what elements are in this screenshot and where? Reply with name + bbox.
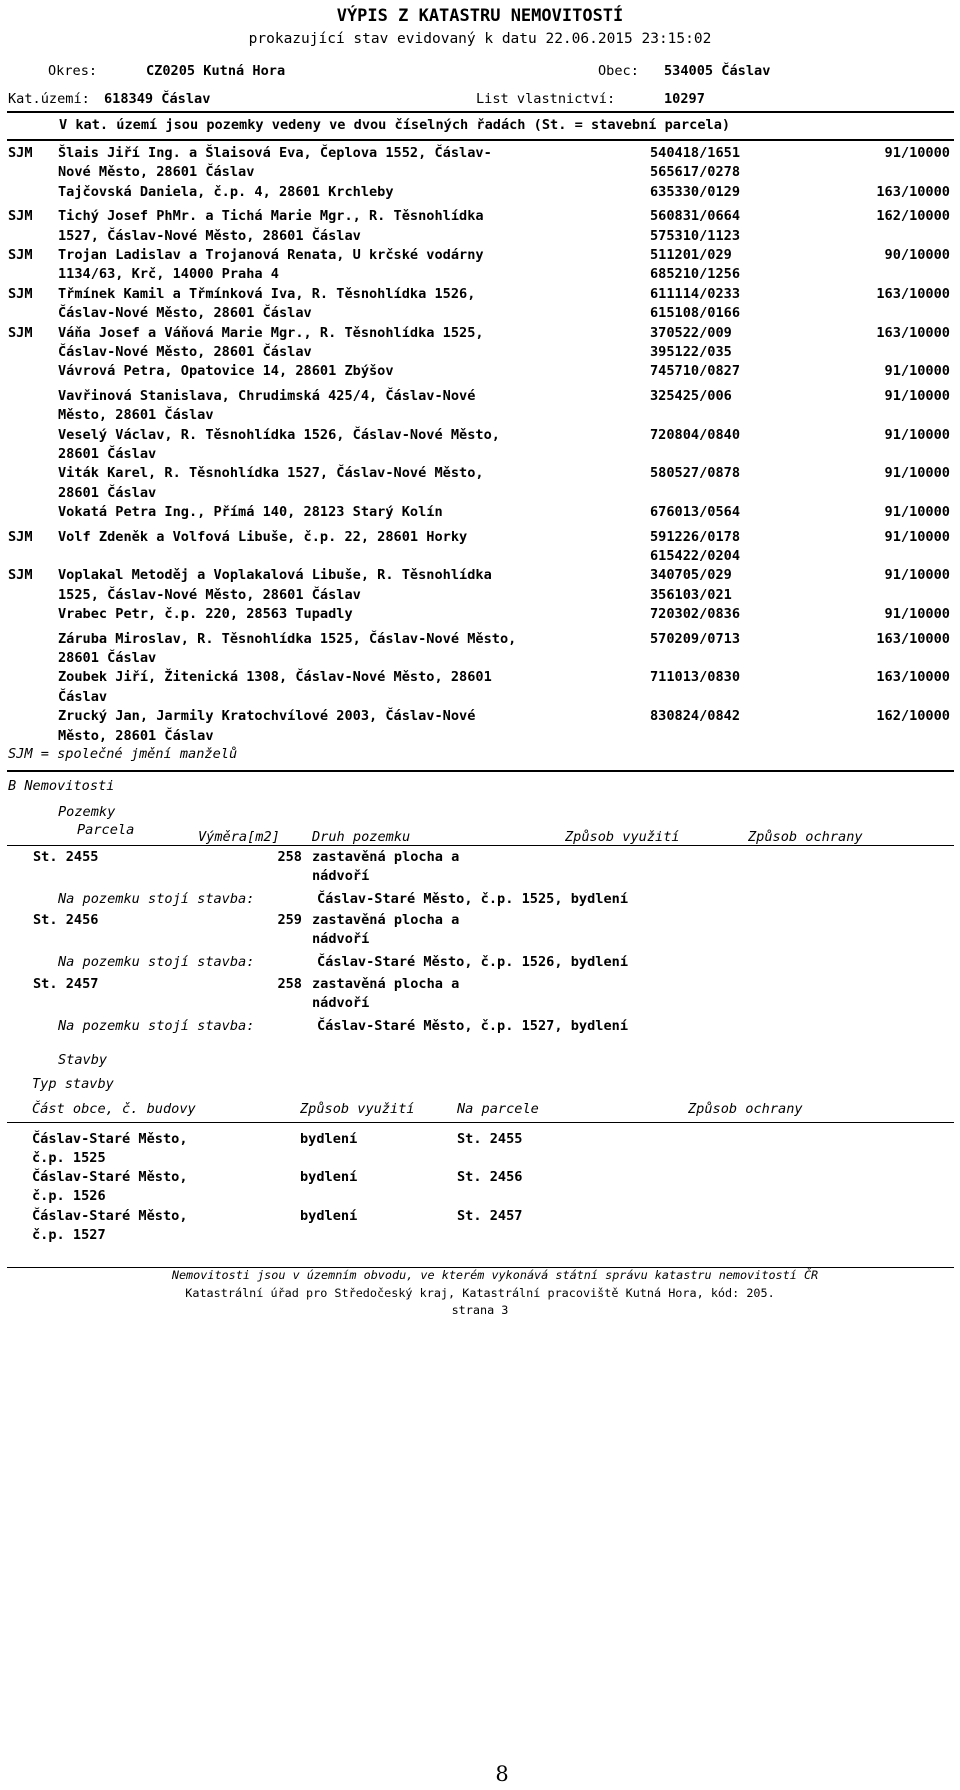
owner-id: 720302/0836 <box>650 606 741 623</box>
sjm-legend: SJM = společné jmění manželů <box>8 746 238 762</box>
okres-label: Okres: <box>48 63 98 79</box>
owner-name-line: 28601 Čáslav <box>58 484 157 501</box>
owner-id: 565617/0278 <box>650 164 741 181</box>
col-vymera: Výměra[m2] <box>198 829 280 845</box>
document-subtitle: prokazující stav evidovaný k datu 22.06.2015 23:15:02 <box>248 31 712 47</box>
owner-id: 635330/0129 <box>650 183 741 200</box>
owner-name-line: Váňa Josef a Váňová Marie Mgr., R. Těsnohlídka 1525, <box>58 324 484 341</box>
parcel-number: St. 2457 <box>33 976 99 992</box>
col-zpusob-vyuziti-stavby: Způsob využití <box>300 1101 415 1117</box>
footer-line-1: Nemovitosti jsou v územním obvodu, ve kterém vykonává státní správu katastru nemovitostí ČR <box>171 1268 819 1282</box>
owner-name-line: Zoubek Jiří, Žitenická 1308, Čáslav-Nové Město, 28601 <box>58 669 492 686</box>
owner-name-line: 1134/63, Krč, 14000 Praha 4 <box>58 266 279 283</box>
sjm-marker: SJM <box>8 145 33 161</box>
col-druh: Druh pozemku <box>312 829 411 845</box>
building-use: bydlení <box>300 1208 358 1224</box>
owner-share: 163/10000 <box>876 285 950 302</box>
parcel-number: St. 2456 <box>33 912 99 928</box>
section-b-title: B Nemovitosti <box>8 778 115 794</box>
owner-share: 163/10000 <box>876 183 950 200</box>
owner-share: 162/10000 <box>876 208 950 225</box>
owner-id: 511201/029 <box>650 247 732 263</box>
owner-name-line: Šlais Jiří Ing. a Šlaisová Eva, Čeplova 1552, Čáslav- <box>58 145 492 161</box>
owner-name-line: Vokatá Petra Ing., Přímá 140, 28123 Starý Kolín <box>58 504 443 521</box>
building-on-parcel: Čáslav-Staré Město, č.p. 1525, bydlení <box>317 891 628 907</box>
sjm-marker: SJM <box>8 324 33 341</box>
owner-name-line: 28601 Čáslav <box>58 446 157 462</box>
owner-id: 395122/035 <box>650 344 732 360</box>
header-divider-bottom <box>7 139 954 141</box>
parcel-area: 258 <box>277 976 302 992</box>
parcel-type: nádvoří <box>312 931 370 947</box>
footer-line-2: Katastrální úřad pro Středočeský kraj, Katastrální pracoviště Kutná Hora, kód: 205. <box>185 1286 775 1300</box>
katuzemi-label: Kat.území: <box>8 91 90 107</box>
footer-line-3: strana 3 <box>451 1303 509 1317</box>
sjm-marker: SJM <box>8 528 33 545</box>
owner-id: 591226/0178 <box>650 528 741 545</box>
owner-share: 90/10000 <box>884 247 950 263</box>
owner-share: 91/10000 <box>884 145 950 161</box>
building-on-parcel-label: Na pozemku stojí stavba: <box>58 891 255 907</box>
building-on-parcel-label: Na pozemku stojí stavba: <box>58 1018 255 1034</box>
building-part: č.p. 1525 <box>32 1150 106 1166</box>
parcel-number: St. 2455 <box>33 849 99 865</box>
owner-id: 611114/0233 <box>650 285 741 302</box>
owner-name-line: Čáslav-Nové Město, 28601 Čáslav <box>58 305 312 322</box>
owner-share: 91/10000 <box>884 528 950 545</box>
owner-name-line: Město, 28601 Čáslav <box>58 407 214 424</box>
owner-name-line: Zrucký Jan, Jarmily Kratochvílové 2003, Čáslav-Nové <box>58 708 476 725</box>
owner-name-line: 28601 Čáslav <box>58 650 157 666</box>
building-parcel: St. 2456 <box>457 1169 523 1185</box>
owner-share: 162/10000 <box>876 708 950 725</box>
obec-label: Obec: <box>598 63 639 79</box>
owner-share: 91/10000 <box>884 363 950 380</box>
parcel-type: nádvoří <box>312 868 370 884</box>
owner-share: 91/10000 <box>884 504 950 521</box>
owner-name-line: Volf Zdeněk a Volfová Libuše, č.p. 22, 28601 Horky <box>58 528 468 545</box>
col-na-parcele: Na parcele <box>457 1101 539 1117</box>
sjm-marker: SJM <box>8 208 33 225</box>
building-use: bydlení <box>300 1169 358 1185</box>
owner-name-line: 1527, Čáslav-Nové Město, 28601 Čáslav <box>58 227 361 244</box>
building-on-parcel-label: Na pozemku stojí stavba: <box>58 954 255 970</box>
owner-id: 711013/0830 <box>650 669 741 686</box>
document-title: VÝPIS Z KATASTRU NEMOVITOSTÍ <box>336 6 624 26</box>
owner-share: 163/10000 <box>876 324 950 341</box>
owner-id: 720804/0840 <box>650 426 741 443</box>
col-zpusob-vyuziti: Způsob využití <box>565 829 680 845</box>
parcel-type: zastavěná plocha a <box>312 849 460 865</box>
katuzemi-value: 618349 Čáslav <box>104 91 211 107</box>
okres-value: CZ0205 Kutná Hora <box>146 63 286 79</box>
owner-share: 163/10000 <box>876 669 950 686</box>
building-on-parcel: Čáslav-Staré Město, č.p. 1527, bydlení <box>317 1018 628 1034</box>
owner-id: 325425/006 <box>650 387 732 404</box>
owner-name-line: Vavřinová Stanislava, Chrudimská 425/4, Čáslav-Nové <box>58 387 476 404</box>
building-part: Čáslav-Staré Město, <box>32 1208 188 1224</box>
katuzemi-note: V kat. území jsou pozemky vedeny ve dvou číselných řadách (St. = stavební parcela) <box>59 117 731 133</box>
stavby-heading: Stavby <box>58 1052 108 1068</box>
owner-id: 560831/0664 <box>650 208 741 225</box>
parcel-type: zastavěná plocha a <box>312 912 460 928</box>
owner-id: 615422/0204 <box>650 548 741 564</box>
owner-id: 676013/0564 <box>650 504 741 521</box>
owner-share: 91/10000 <box>884 426 950 443</box>
owner-name-line: Třmínek Kamil a Třmínková Iva, R. Těsnohlídka 1526, <box>58 285 476 302</box>
owner-name-line: Vrabec Petr, č.p. 220, 28563 Tupadly <box>58 606 353 623</box>
obec-value: 534005 Čáslav <box>664 63 771 79</box>
owner-id: 340705/029 <box>650 567 732 584</box>
owner-id: 580527/0878 <box>650 465 741 482</box>
owner-share: 163/10000 <box>876 630 950 647</box>
owner-name-line: Veselý Václav, R. Těsnohlídka 1526, Čáslav-Nové Město, <box>58 426 500 443</box>
building-part: Čáslav-Staré Město, <box>32 1169 188 1185</box>
owner-name-line: Čáslav-Nové Město, 28601 Čáslav <box>58 344 312 360</box>
building-part: Čáslav-Staré Město, <box>32 1131 188 1147</box>
owner-id: 356103/021 <box>650 586 732 603</box>
sjm-marker: SJM <box>8 285 33 302</box>
header-divider-top <box>7 111 954 113</box>
owner-id: 745710/0827 <box>650 363 741 380</box>
parcel-area: 258 <box>277 849 302 865</box>
page-number: 8 <box>495 1762 509 1786</box>
list-label: List vlastnictví: <box>476 91 616 107</box>
building-parcel: St. 2457 <box>457 1208 523 1224</box>
owner-share: 91/10000 <box>884 567 950 584</box>
owner-name-line: Tichý Josef PhMr. a Tichá Marie Mgr., R. Těsnohlídka <box>58 208 484 225</box>
parcel-area: 259 <box>277 912 302 928</box>
building-use: bydlení <box>300 1131 358 1147</box>
owner-name-line: Tajčovská Daniela, č.p. 4, 28601 Krchleby <box>58 183 394 200</box>
owner-name-line: Vávrová Petra, Opatovice 14, 28601 Zbýšov <box>58 363 394 380</box>
sjm-marker: SJM <box>8 567 33 584</box>
col-typ-stavby: Typ stavby <box>32 1076 114 1092</box>
owner-name-line: Nové Město, 28601 Čáslav <box>58 164 255 181</box>
owner-name-line: 1525, Čáslav-Nové Město, 28601 Čáslav <box>58 586 361 603</box>
owner-name-line: Záruba Miroslav, R. Těsnohlídka 1525, Čáslav-Nové Město, <box>58 630 517 647</box>
col-parcela: Parcela <box>77 822 135 838</box>
owner-id: 570209/0713 <box>650 630 741 647</box>
building-header-divider <box>7 1122 954 1123</box>
owner-id: 540418/1651 <box>650 145 741 161</box>
pozemky-heading: Pozemky <box>58 804 116 820</box>
owner-name-line: Voplakal Metoděj a Voplakalová Libuše, R. Těsnohlídka <box>58 567 492 584</box>
owner-id: 615108/0166 <box>650 305 741 322</box>
owner-name-line: Trojan Ladislav a Trojanová Renata, U krčské vodárny <box>58 247 484 263</box>
owner-name-line: Viták Karel, R. Těsnohlídka 1527, Čáslav-Nové Město, <box>58 465 484 482</box>
owner-name-line: Čáslav <box>58 688 108 705</box>
sjm-marker: SJM <box>8 247 33 263</box>
parcel-type: nádvoří <box>312 995 370 1011</box>
col-cast-obce: Část obce, č. budovy <box>32 1101 196 1117</box>
parcel-header-divider <box>7 845 954 846</box>
owner-share: 91/10000 <box>884 465 950 482</box>
owner-share: 91/10000 <box>884 606 950 623</box>
list-value: 10297 <box>664 91 705 107</box>
col-zpusob-ochrany: Způsob ochrany <box>748 829 863 845</box>
owner-id: 370522/009 <box>650 324 732 341</box>
parcel-type: zastavěná plocha a <box>312 976 460 992</box>
building-part: č.p. 1526 <box>32 1188 106 1204</box>
building-part: č.p. 1527 <box>32 1227 106 1243</box>
owner-id: 830824/0842 <box>650 708 741 725</box>
building-parcel: St. 2455 <box>457 1131 523 1147</box>
owner-share: 91/10000 <box>884 387 950 404</box>
col-zpusob-ochrany-stavby: Způsob ochrany <box>688 1101 803 1117</box>
owner-name-line: Město, 28601 Čáslav <box>58 727 214 744</box>
owner-id: 685210/1256 <box>650 266 741 283</box>
building-on-parcel: Čáslav-Staré Město, č.p. 1526, bydlení <box>317 954 628 970</box>
owner-id: 575310/1123 <box>650 227 741 244</box>
section-divider <box>7 770 954 772</box>
